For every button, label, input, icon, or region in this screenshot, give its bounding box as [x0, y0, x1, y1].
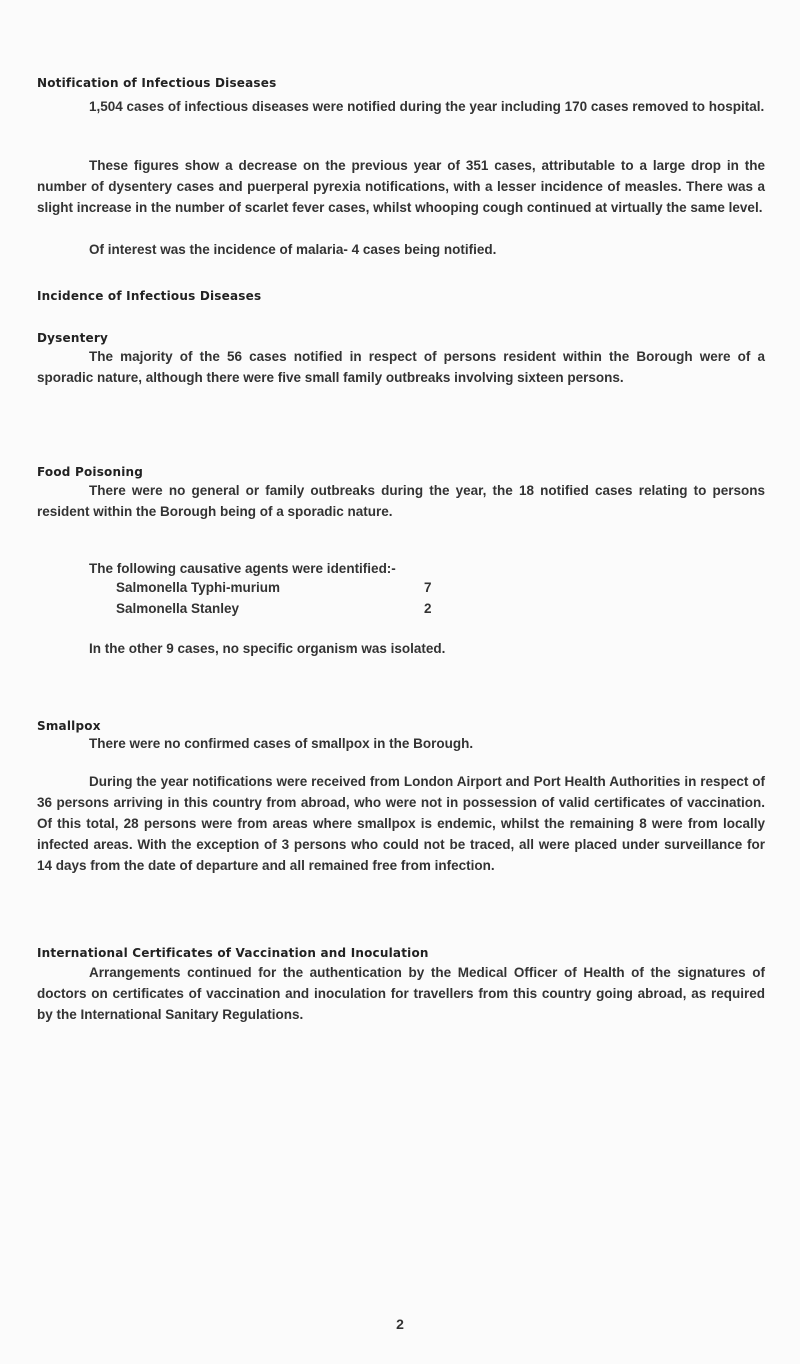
- notification-paragraph-3: Of interest was the incidence of malaria- 4 cases being notified.: [89, 242, 497, 257]
- agent-name: Salmonella Stanley: [116, 601, 240, 616]
- smallpox-paragraph-2: During the year notifications were received from London Airport and Port Health Authorities in respect of 36 persons arriving in this country from abroad, who were not in possession of valid certificates of vaccination. Of this total, 28 persons were from areas where smallpox is endemic, whilst the remaining 8 were from locally infected areas. With the exception of 3 persons who could not be traced, all were placed under surveillance for 14 days from the date of departure and all remained free from infection.: [37, 774, 765, 873]
- food-poisoning-paragraph: There were no general or family outbreaks during the year, the 18 notified cases relating to persons resident within the Borough being of a sporadic nature.: [37, 483, 765, 519]
- smallpox-heading: Smallpox: [37, 719, 101, 733]
- notification-paragraph-1: 1,504 cases of infectious diseases were notified during the year including 170 cases removed to hospital.: [89, 99, 765, 114]
- incidence-heading: Incidence of Infectious Diseases: [37, 289, 262, 303]
- notification-paragraph-2: These figures show a decrease on the previous year of 351 cases, attributable to a large drop in the number of dysentery cases and puerperal pyrexia notifications, with a lesser incidence of measles. There was a slight increase in the number of scarlet fever cases, whilst whooping cough continued at virtually the same level.: [37, 158, 765, 215]
- agent-count: 7: [424, 580, 432, 595]
- smallpox-paragraph-1: There were no confirmed cases of smallpox in the Borough.: [89, 736, 474, 751]
- dysentery-paragraph: The majority of the 56 cases notified in respect of persons resident within the Borough were of a sporadic nature, although there were five small family outbreaks involving sixteen persons.: [37, 349, 765, 385]
- food-poisoning-heading: Food Poisoning: [37, 465, 144, 479]
- agent-name: Salmonella Typhi-murium: [116, 580, 281, 595]
- page-number: 2: [396, 1316, 404, 1332]
- certificates-paragraph: Arrangements continued for the authentication by the Medical Officer of Health of the signatures of doctors on certificates of vaccination and inoculation for travellers from this country going abroad, as required by the International Sanitary Regulations.: [37, 965, 765, 1022]
- causative-agents-intro: The following causative agents were identified:-: [89, 561, 396, 576]
- agent-count: 2: [424, 601, 432, 616]
- dysentery-heading: Dysentery: [37, 331, 109, 345]
- certificates-heading: International Certificates of Vaccination and Inoculation: [37, 946, 429, 960]
- notification-heading: Notification of Infectious Diseases: [37, 76, 277, 90]
- other-cases-line: In the other 9 cases, no specific organism was isolated.: [89, 641, 446, 656]
